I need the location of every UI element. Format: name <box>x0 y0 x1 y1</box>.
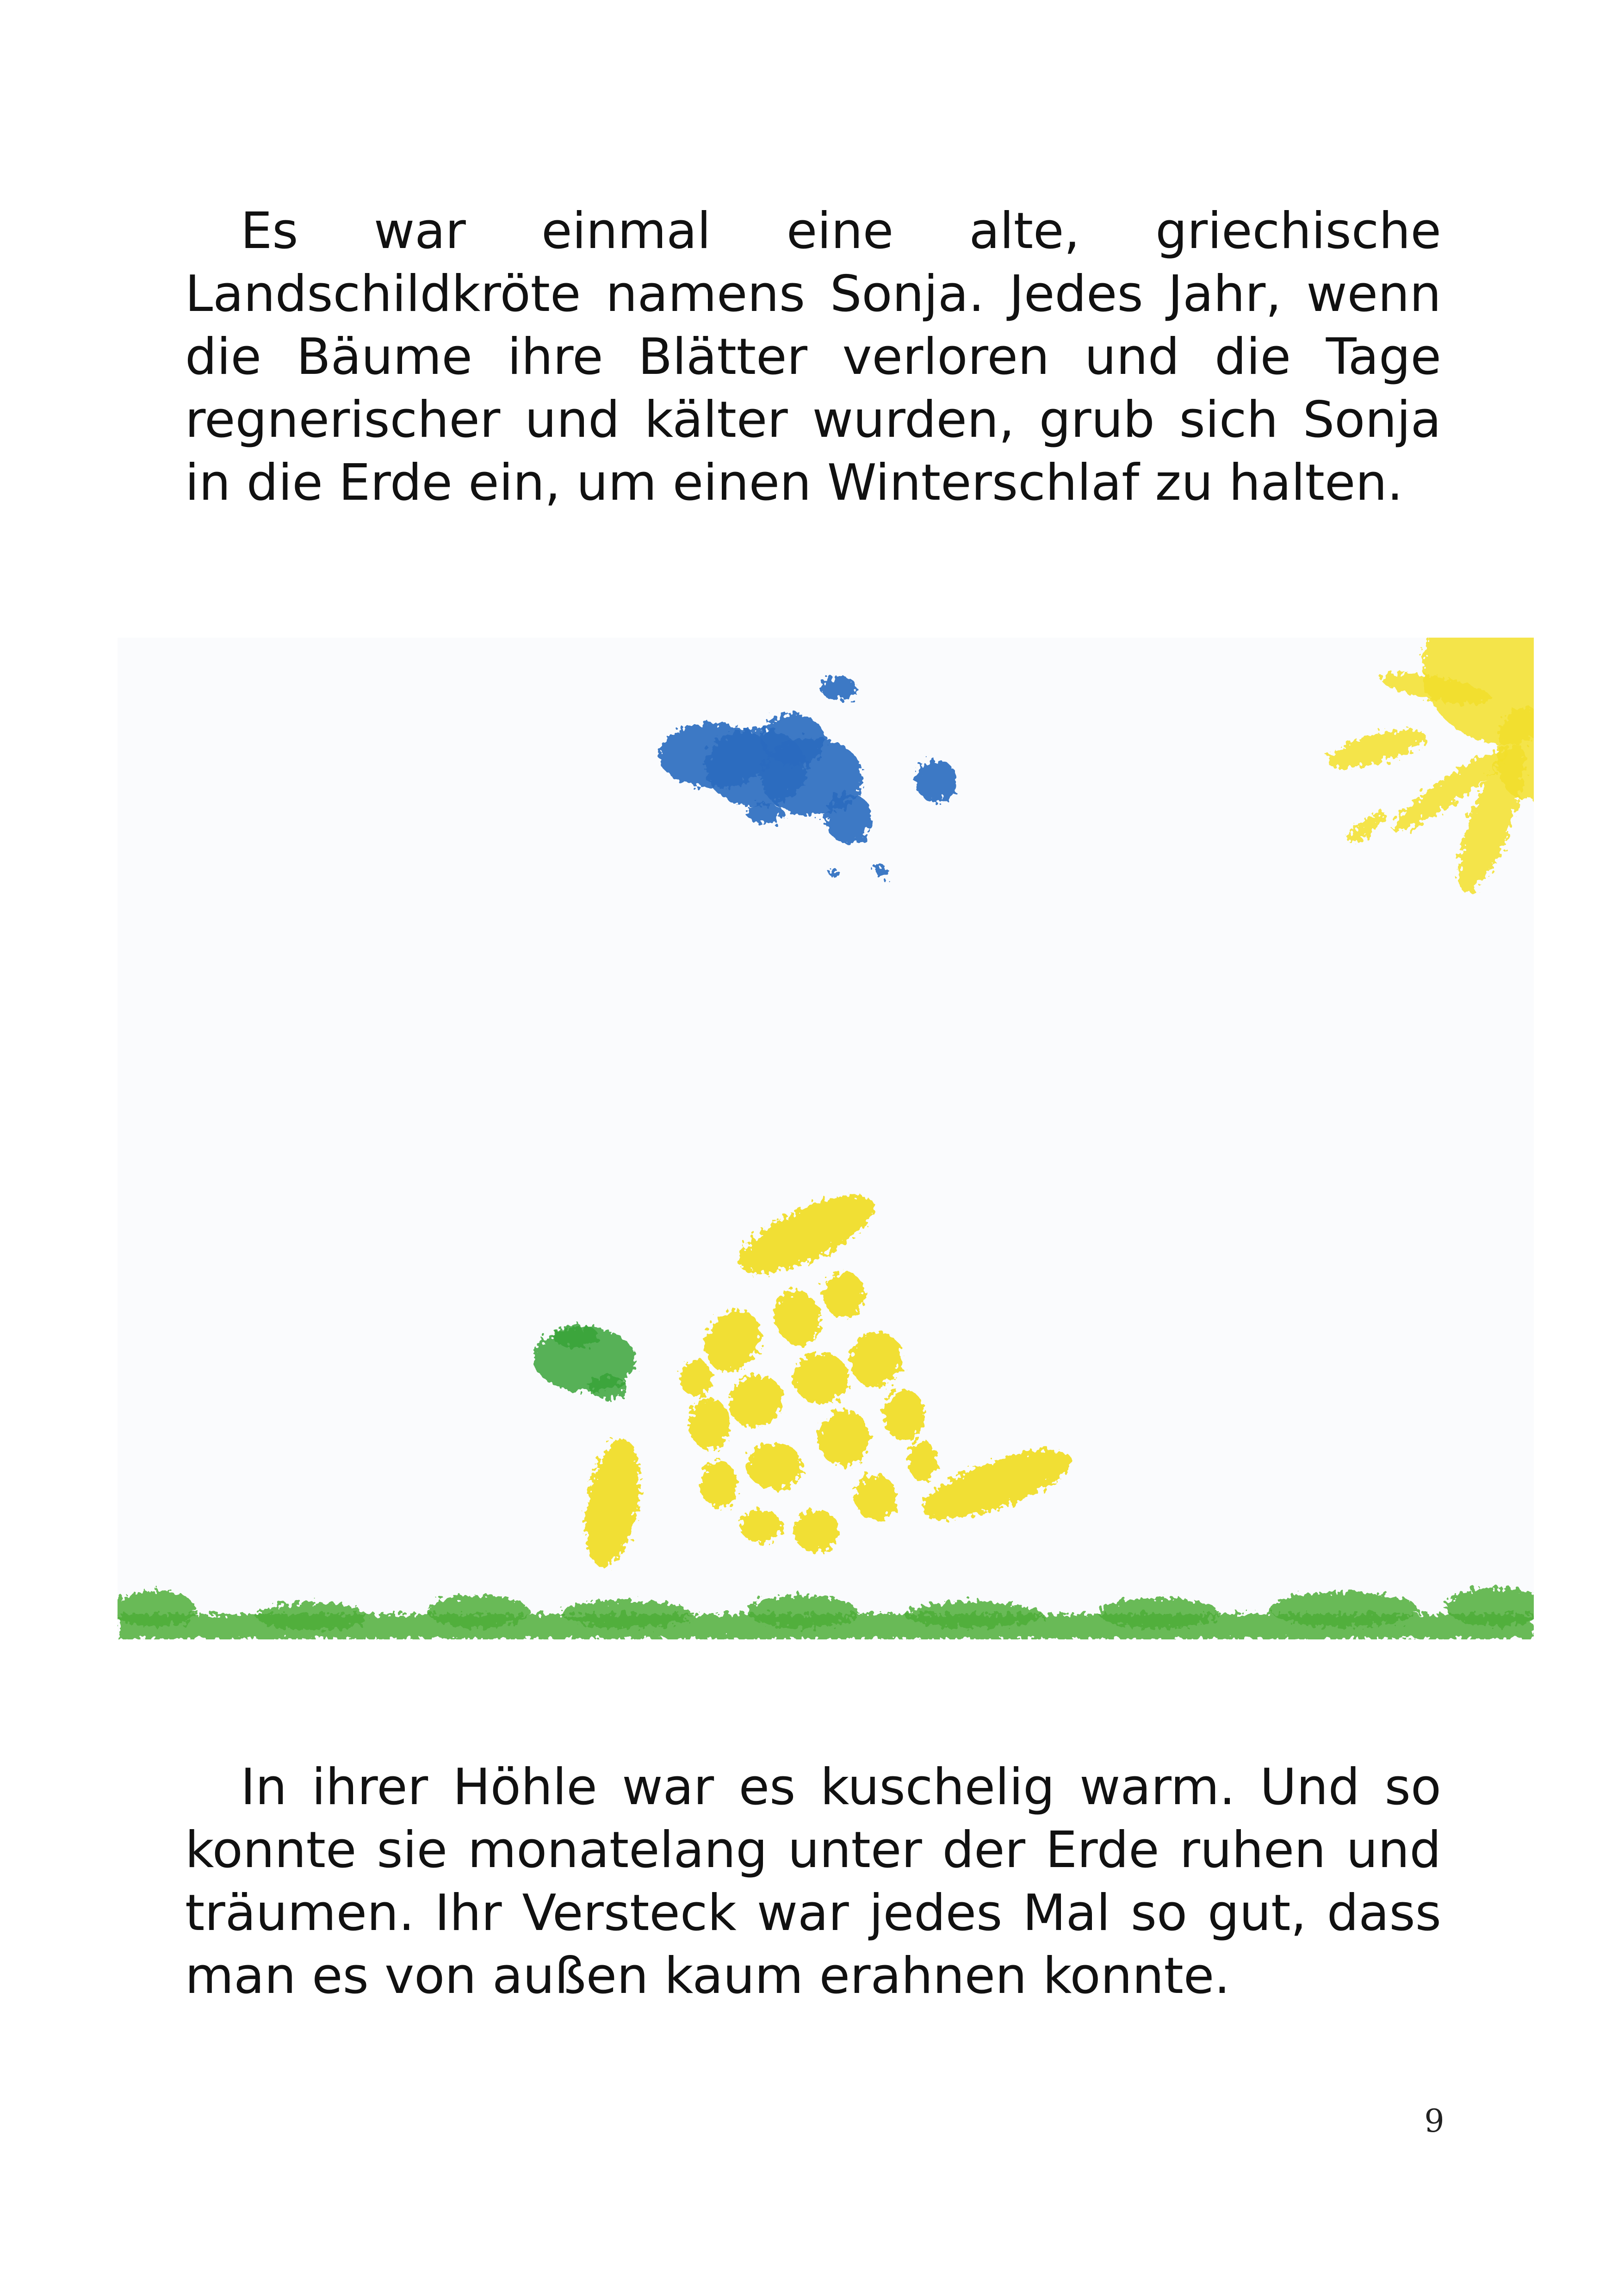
story-paragraph-2: In ihrer Höhle war es kuschelig warm. Und so konnte sie monatelang unter der Erde ruhen und träumen. Ihr Versteck war jedes Mal so gut, dass man es von außen kaum erahnen konnte. <box>185 1758 1441 2005</box>
blue-cloud <box>659 677 957 878</box>
grass-strip <box>118 1588 1534 1639</box>
turtle-illustration <box>118 638 1534 1639</box>
turtle-figure <box>534 1180 1079 1571</box>
story-paragraph-1: Es war einmal eine alte, griechische Landschildkröte namens Sonja. Jedes Jahr, wenn die Bäume ihre Blätter verloren und die Tage regnerischer und kälter wurden, grub sich Sonja in die Erde ein, um einen Winterschlaf zu halten. <box>185 202 1441 512</box>
yellow-sun <box>1323 638 1534 899</box>
page-number: 9 <box>1424 2103 1444 2140</box>
